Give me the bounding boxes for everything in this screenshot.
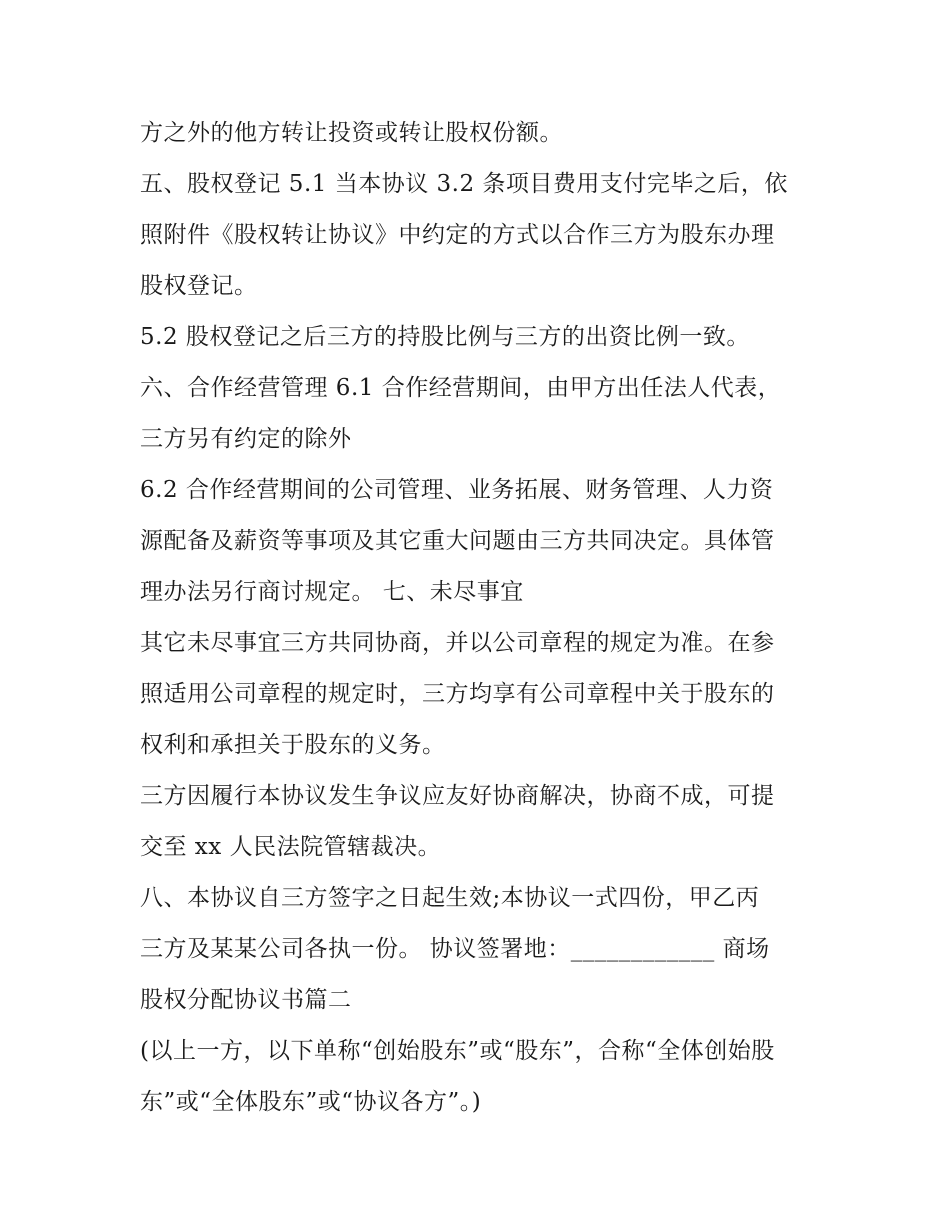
text-line: 东”或“全体股东”或“协议各方”。) [140, 1089, 482, 1115]
text-line: 源配备及薪资等事项及其它重大问题由三方共同决定。具体管 [140, 528, 775, 554]
text-line: (以上一方，以下单称“创始股东”或“股东”，合称“全体创始股 [140, 1038, 775, 1064]
text-line: 照适用公司章程的规定时，三方均享有公司章程中关于股东的 [140, 681, 775, 707]
text-line: 六、合作经营管理 6.1 合作经营期间，由甲方出任法人代表， [140, 375, 782, 401]
text-line: 理办法另行商讨规定。 七、未尽事宜 [140, 579, 524, 605]
section-heading: 股权分配协议书篇二 [140, 987, 352, 1013]
text-line: 照附件《股权转让协议》中约定的方式以合作三方为股东办理 [140, 222, 775, 248]
text-line: 5.2 股权登记之后三方的持股比例与三方的出资比例一致。 [140, 324, 750, 350]
text-line: 交至 xx 人民法院管辖裁决。 [140, 834, 442, 860]
text-line: 方之外的他方转让投资或转让股权份额。 [140, 120, 563, 146]
text-line: 权利和承担关于股东的义务。 [140, 732, 446, 758]
text-line: 6.2 合作经营期间的公司管理、业务拓展、财务管理、人力资 [140, 477, 774, 503]
text-line: 三方及某某公司各执一份。 协议签署地：____________ 商场 [140, 936, 770, 962]
text-line: 股权登记。 [140, 273, 258, 299]
text-line: 三方另有约定的除外 [140, 426, 352, 452]
text-line: 其它未尽事宜三方共同协商，并以公司章程的规定为准。在参 [140, 630, 775, 656]
text-line: 五、股权登记 5.1 当本协议 3.2 条项目费用支付完毕之后，依 [140, 171, 788, 197]
document-body [140, 108, 820, 1128]
text-line: 八、本协议自三方签字之日起生效;本协议一式四份，甲乙丙 [140, 885, 760, 911]
text-line: 三方因履行本协议发生争议应友好协商解决，协商不成，可提 [140, 783, 775, 809]
